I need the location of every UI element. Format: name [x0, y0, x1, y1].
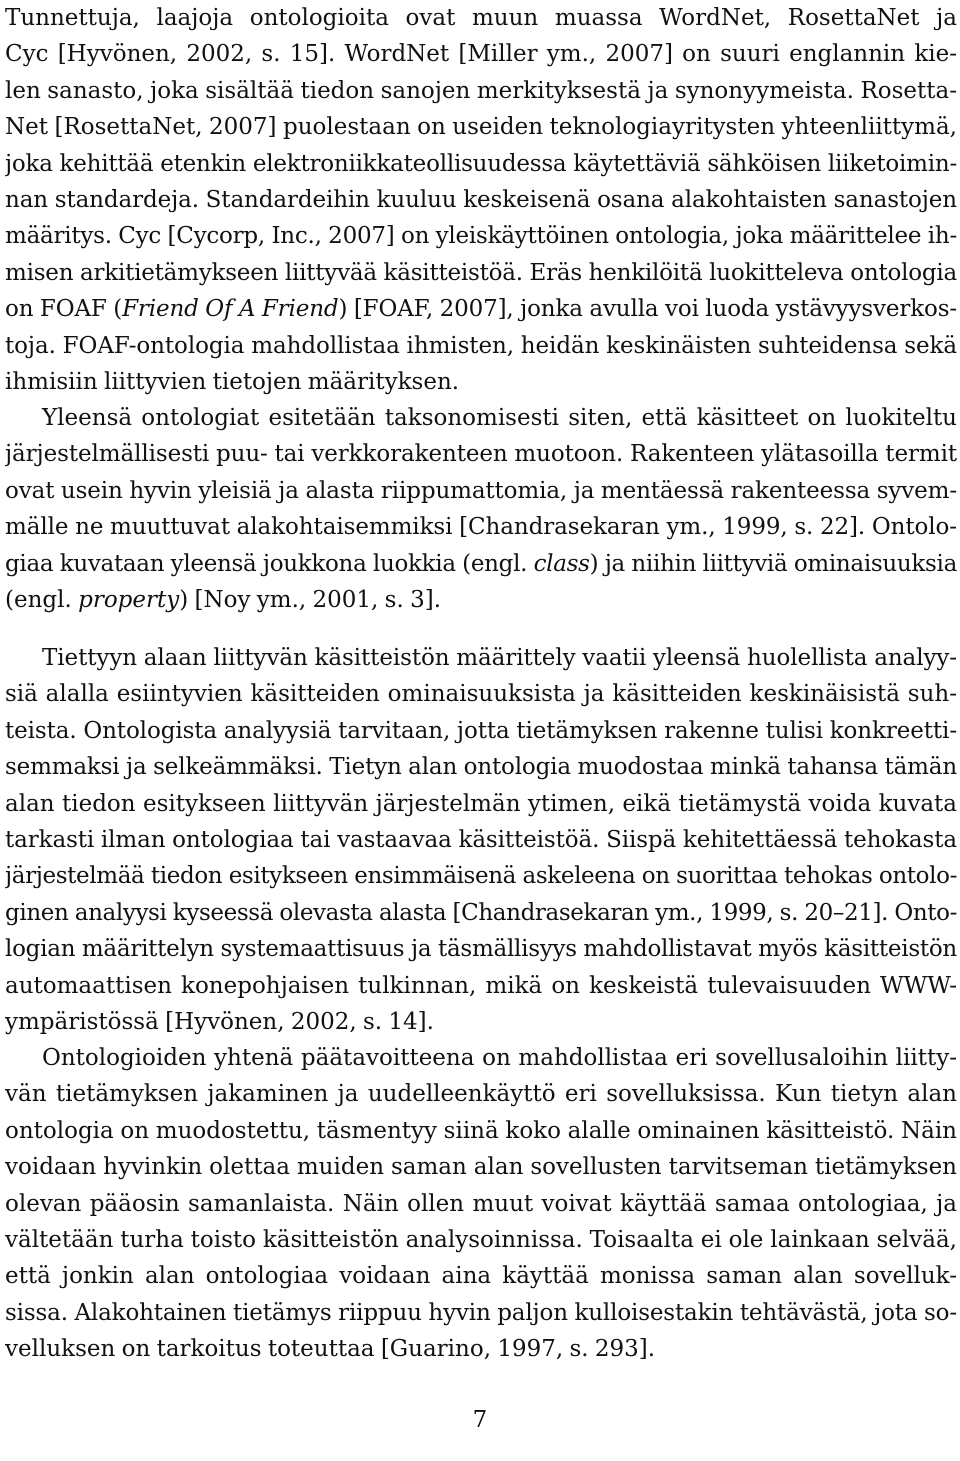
text-line — [5, 0, 957, 36]
text-line — [5, 109, 957, 145]
text-line — [5, 1004, 957, 1040]
text-line — [5, 1295, 957, 1331]
text-run: ovat usein hyvin yleisiä ja alasta riippumattomia, ja mentäessä rakenteessa syvem- — [5, 477, 957, 504]
text-run: on FOAF ( — [5, 296, 123, 323]
italic-term: class — [533, 550, 590, 577]
text-run: järjestelmällisesti puu- tai verkkorakenteen muotoon. Rakenteen ylätasoilla termit — [5, 441, 957, 468]
text-run: len sanasto, joka sisältää tiedon sanojen merkityksestä ja synonyymeista. Rosetta- — [5, 77, 957, 104]
text-line — [5, 931, 957, 967]
text-line — [5, 968, 957, 1004]
text-line — [5, 1186, 957, 1222]
text-run: nan standardeja. Standardeihin kuuluu keskeisenä osana alakohtaisten sanastojen — [5, 187, 957, 214]
paragraph — [5, 640, 957, 1040]
text-run: ) [Noy ym., 2001, s. 3]. — [179, 587, 442, 614]
page-number: 7 — [472, 1407, 488, 1433]
text-line — [5, 73, 957, 109]
text-run: järjestelmää tiedon esitykseen ensimmäisenä askeleena on suorittaa tehokas ontolo- — [5, 863, 957, 890]
text-run: mälle ne muuttuvat alakohtaisemmiksi [Chandrasekaran ym., 1999, s. 22]. Ontolo- — [5, 514, 957, 541]
paragraph — [5, 0, 957, 400]
text-line — [5, 822, 957, 858]
text-line — [5, 1149, 957, 1185]
text-line — [5, 1331, 957, 1367]
text-run: (engl. — [5, 587, 79, 614]
text-run: ontologia on muodostettu, täsmentyy siinä koko alalle ominainen käsitteistö. Näin — [5, 1117, 957, 1144]
text-run: tarkasti ilman ontologiaa tai vastaavaa käsitteistöä. Siispä kehitettäessä tehokasta — [5, 827, 957, 854]
text-run: siä alalla esiintyvien käsitteiden ominaisuuksista ja käsitteiden keskinäisistä suh- — [5, 681, 957, 708]
text-run: velluksen on tarkoitus toteuttaa [Guarino, 1997, s. 293]. — [5, 1336, 656, 1363]
text-run: ympäristössä [Hyvönen, 2002, s. 14]. — [5, 1009, 434, 1036]
text-line — [5, 676, 957, 712]
text-run: toja. FOAF-ontologia mahdollistaa ihmisten, heidän keskinäisten suhteidensa sekä — [5, 332, 957, 359]
text-line — [5, 146, 957, 182]
text-run: teista. Ontologista analyysiä tarvitaan, jotta tietämyksen rakenne tulisi konkreetti- — [5, 717, 957, 744]
text-line — [5, 509, 957, 545]
text-run: sissa. Alakohtainen tietämys riippuu hyvin paljon kulloisestakin tehtävästä, jota so- — [5, 1299, 957, 1326]
text-run: misen arkitietämykseen liittyvää käsitteistöä. Eräs henkilöitä luokitteleva ontologia — [5, 259, 957, 286]
text-run: vältetään turha toisto käsitteistön analysoinnissa. Toisaalta ei ole lainkaan selvää, — [5, 1227, 957, 1254]
text-run: ) ja niihin liittyviä ominaisuuksia — [589, 550, 957, 577]
text-run: joka kehittää etenkin elektroniikkateollisuudessa käytettäviä sähköisen liiketoimin- — [5, 150, 957, 177]
text-line — [5, 582, 957, 618]
text-line — [5, 1040, 957, 1076]
text-line — [5, 858, 957, 894]
text-run: automaattisen konepohjaisen tulkinnan, mikä on keskeistä tulevaisuuden WWW- — [5, 972, 957, 999]
text-line — [5, 1113, 957, 1149]
text-line — [5, 364, 957, 400]
text-run: vän tietämyksen jakaminen ja uudelleenkäyttö eri sovelluksissa. Kun tietyn alan — [5, 1081, 957, 1108]
text-run: semmaksi ja selkeämmäksi. Tietyn alan ontologia muodostaa minkä tahansa tämän — [5, 754, 957, 781]
text-line — [5, 182, 957, 218]
text-line — [5, 328, 957, 364]
text-run: määritys. Cyc [Cycorp, Inc., 2007] on yleiskäyttöinen ontologia, joka määrittelee ih- — [5, 223, 957, 250]
text-line — [5, 36, 957, 72]
text-line — [5, 895, 957, 931]
text-line — [5, 1222, 957, 1258]
text-run: ihmisiin liittyvien tietojen määrityksen. — [5, 369, 460, 396]
text-line — [5, 546, 957, 582]
text-run: voidaan hyvinkin olettaa muiden saman alan sovellusten tarvitseman tietämyksen — [5, 1154, 957, 1181]
text-line — [5, 400, 957, 436]
text-run: Yleensä ontologiat esitetään taksonomisesti siten, että käsitteet on luokiteltu — [42, 405, 957, 431]
italic-term: Friend Of A Friend — [122, 296, 339, 323]
text-line — [5, 749, 957, 785]
text-run: ginen analyysi kyseessä olevasta alasta [Chandrasekaran ym., 1999, s. 20–21]. Onto- — [5, 899, 957, 926]
text-run: Net [RosettaNet, 2007] puolestaan on useiden teknologiayritysten yhteenliittymä, — [5, 114, 957, 141]
text-run: Tunnettuja, laajoja ontologioita ovat muun muassa WordNet, RosettaNet ja — [5, 5, 957, 31]
text-line — [5, 1258, 957, 1294]
text-run: Ontologioiden yhtenä päätavoitteena on mahdollistaa eri sovellusaloihin liitty- — [42, 1045, 957, 1071]
text-line — [5, 436, 957, 472]
text-run: olevan pääosin samanlaista. Näin ollen muut voivat käyttää samaa ontologiaa, ja — [5, 1190, 957, 1217]
text-line — [5, 291, 957, 327]
paragraph — [5, 400, 957, 618]
text-run: Cyc [Hyvönen, 2002, s. 15]. WordNet [Miller ym., 2007] on suuri englannin kie- — [5, 41, 957, 68]
text-run: logian määrittelyn systemaattisuus ja täsmällisyys mahdollistavat myös käsitteistön — [5, 936, 957, 963]
text-line — [5, 255, 957, 291]
text-run: että jonkin alan ontologiaa voidaan aina käyttää monissa saman alan sovelluk- — [5, 1263, 957, 1290]
paragraph — [5, 1040, 957, 1368]
text-line — [5, 786, 957, 822]
text-run: giaa kuvataan yleensä joukkona luokkia (engl. — [5, 550, 534, 577]
text-line — [5, 473, 957, 509]
text-line — [5, 218, 957, 254]
text-line — [5, 713, 957, 749]
text-run: ) [FOAF, 2007], jonka avulla voi luoda ystävyysverkos- — [338, 296, 957, 323]
italic-term: property — [78, 587, 180, 614]
text-line — [5, 1076, 957, 1112]
text-line — [5, 640, 957, 676]
text-run: Tiettyyn alaan liittyvän käsitteistön määrittely vaatii yleensä huolellista analyy- — [42, 645, 957, 671]
text-run: alan tiedon esitykseen liittyvän järjestelmän ytimen, eikä tietämystä voida kuvata — [5, 790, 957, 817]
